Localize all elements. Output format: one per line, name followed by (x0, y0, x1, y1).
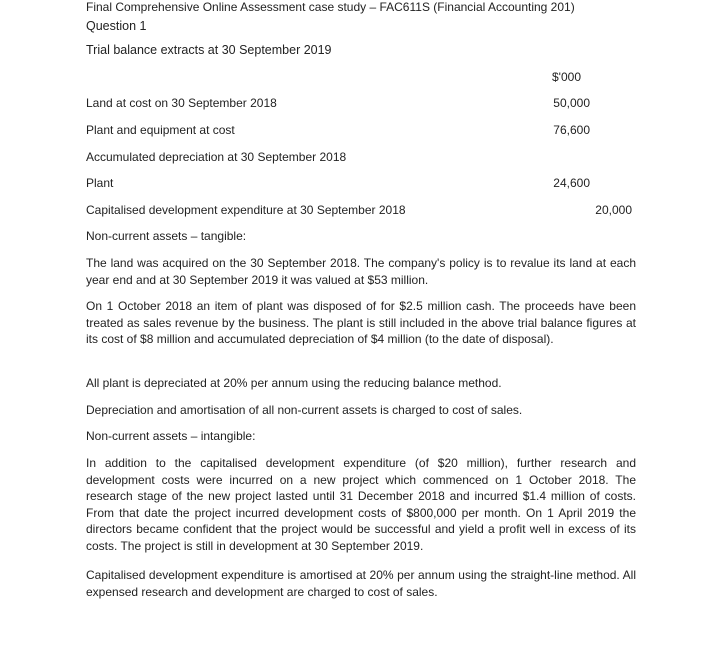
paragraph: In addition to the capitalised development expenditure (of $20 million), further research and development costs were incurred on a new project which commenced on 1 October 2018. The research stage of the new project lasted until 31 December 2018 and incurred $1.4 million of costs. From that date the project incurred development costs of $800,000 per month. On 1 April 2019 the directors became confident that the project would be successful and yield a profit well in excess of its costs. The project is still in development at 30 September 2019. (86, 456, 636, 553)
row-amount: 50,000 (553, 96, 590, 110)
row-label: Plant (86, 176, 114, 190)
paragraph: The land was acquired on the 30 September 2018. The company's policy is to revalue its land at each year end and at 30 September 2019 it was valued at $53 million. (86, 256, 636, 287)
row-label: Plant and equipment at cost (86, 123, 235, 137)
paragraph: Depreciation and amortisation of all non-current assets is charged to cost of sales. (86, 403, 523, 417)
question-title: Question 1 (86, 19, 147, 33)
row-amount: 24,600 (553, 176, 590, 190)
row-amount: 76,600 (553, 123, 590, 137)
row-amount: 20,000 (595, 203, 632, 217)
row-label: Land at cost on 30 September 2018 (86, 96, 277, 110)
paragraph: All plant is depreciated at 20% per annum using the reducing balance method. (86, 376, 502, 390)
paragraph: On 1 October 2018 an item of plant was disposed of for $2.5 million cash. The proceeds have been treated as sales revenue by the business. The plant is still included in the above trial balance figures at its cost of $8 million and accumulated depreciation of $4 million (to the date of disposal). (86, 299, 636, 346)
paragraph: Capitalised development expenditure is amortised at 20% per annum using the straight-line method. All expensed research and development are charged to cost of sales. (86, 568, 636, 599)
unit-label: $'000 (552, 70, 581, 84)
row-label: Capitalised development expenditure at 30 September 2018 (86, 203, 406, 217)
trial-balance-title: Trial balance extracts at 30 September 2019 (86, 43, 332, 57)
intangible-heading: Non-current assets – intangible: (86, 429, 256, 443)
document-header: Final Comprehensive Online Assessment case study – FAC611S (Financial Accounting 201) (86, 0, 575, 14)
tangible-heading: Non-current assets – tangible: (86, 229, 247, 243)
row-label: Accumulated depreciation at 30 September 2018 (86, 150, 347, 164)
